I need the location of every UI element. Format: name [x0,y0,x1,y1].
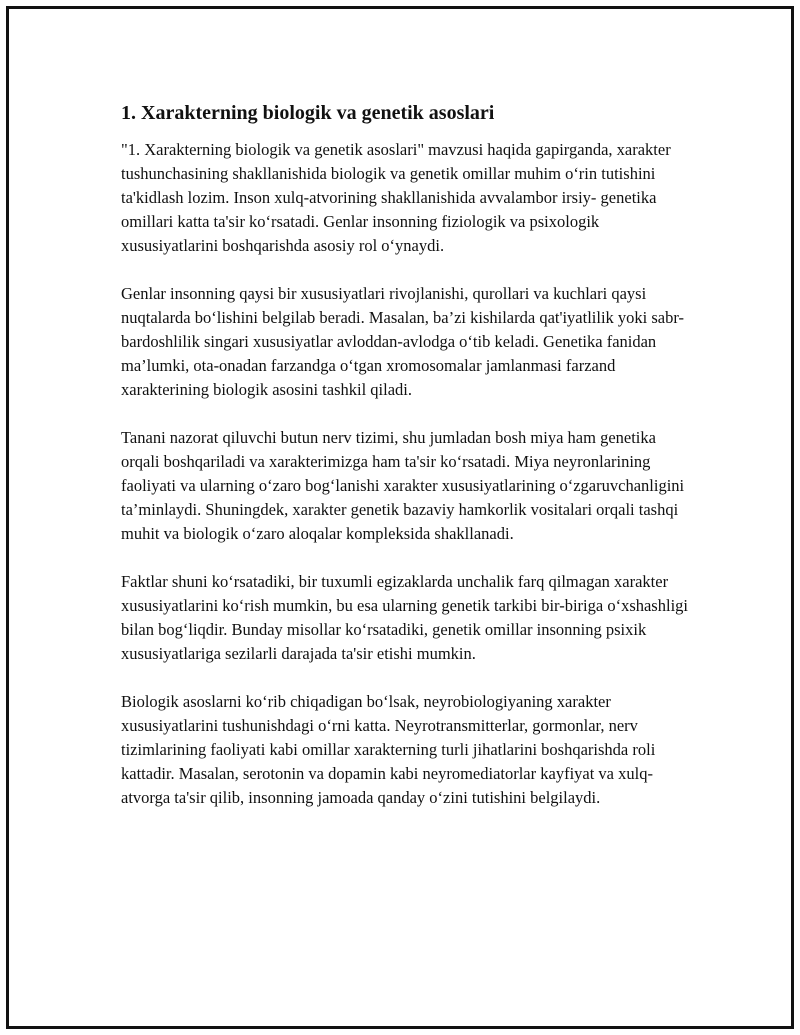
paragraph-5: Biologik asoslarni ko‘rib chiqadigan bo‘lsak, neyrobiologiyaning xarakter xususiyatlarini tushunishdagi o‘rni katta. Neyrotransmitterlar, gormonlar, nerv tizimlarining faoliyati kabi omillar xarakterning turli jihatlarini boshqarishda roli kattadir. Masalan, serotonin va dopamin kabi neyromediatorlar kayfiyat va xulq-atvorga ta'sir qilib, insonning jamoada qanday o‘zini tutishini belgilaydi. [121,692,656,807]
paragraph-2: Genlar insonning qaysi bir xususiyatlari rivojlanishi, qurollari va kuchlari qaysi nuqtalarda bo‘lishini belgilab beradi. Masalan, ba’zi kishilarda qat'iyatlilik yoki sabr-bardoshlilik singari xususiyatlar avloddan-avlodga o‘tib keladi. Genetika fanidan ma’lumki, ota-onadan farzandga o‘tgan xromosomalar jamlanmasi farzand xarakterining biologik asosini tashkil qiladi. [121,284,685,399]
paragraph-3: Tanani nazorat qiluvchi butun nerv tizimi, shu jumladan bosh miya ham genetika orqali boshqariladi va xarakterimizga ham ta'sir ko‘rsatadi. Miya neyronlarining faoliyati va ularning o‘zaro bog‘lanishi xarakter xususiyatlarining o‘zgaruvchanligini ta’minlaydi. Shuningdek, xarakter genetik bazaviy hamkorlik vositalari orqali tashqi muhit va biologik o‘zaro aloqalar kompleksida shakllanadi. [121,428,685,543]
paragraph-4: Faktlar shuni ko‘rsatadiki, bir tuxumli egizaklarda unchalik farq qilmagan xarakter xususiyatlarini ko‘rish mumkin, bu esa ularning genetik tarkibi bir-biriga o‘xshashligi bilan bog‘liqdir. Bunday misollar ko‘rsatadiki, genetik omillar insonning psixik xususiyatlariga sezilarli darajada ta'sir etishi mumkin. [121,572,688,663]
paragraph-1: "1. Xarakterning biologik va genetik asoslari" mavzusi haqida gapirganda, xarakter tushunchasining shakllanishida biologik va genetik omillar muhim o‘rin tutishini ta'kidlash lozim. Inson xulq-atvorining shakllanishida avvalambor irsiy- genetika omillari katta ta'sir ko‘rsatadi. Genlar insonning fiziologik va psixologik xususiyatlarini boshqarishda asosiy rol o‘ynaydi. [121,140,671,255]
document-body [121,99,691,834]
document-heading: 1. Xarakterning biologik va genetik asoslari [121,102,495,124]
page-border [6,6,794,1029]
